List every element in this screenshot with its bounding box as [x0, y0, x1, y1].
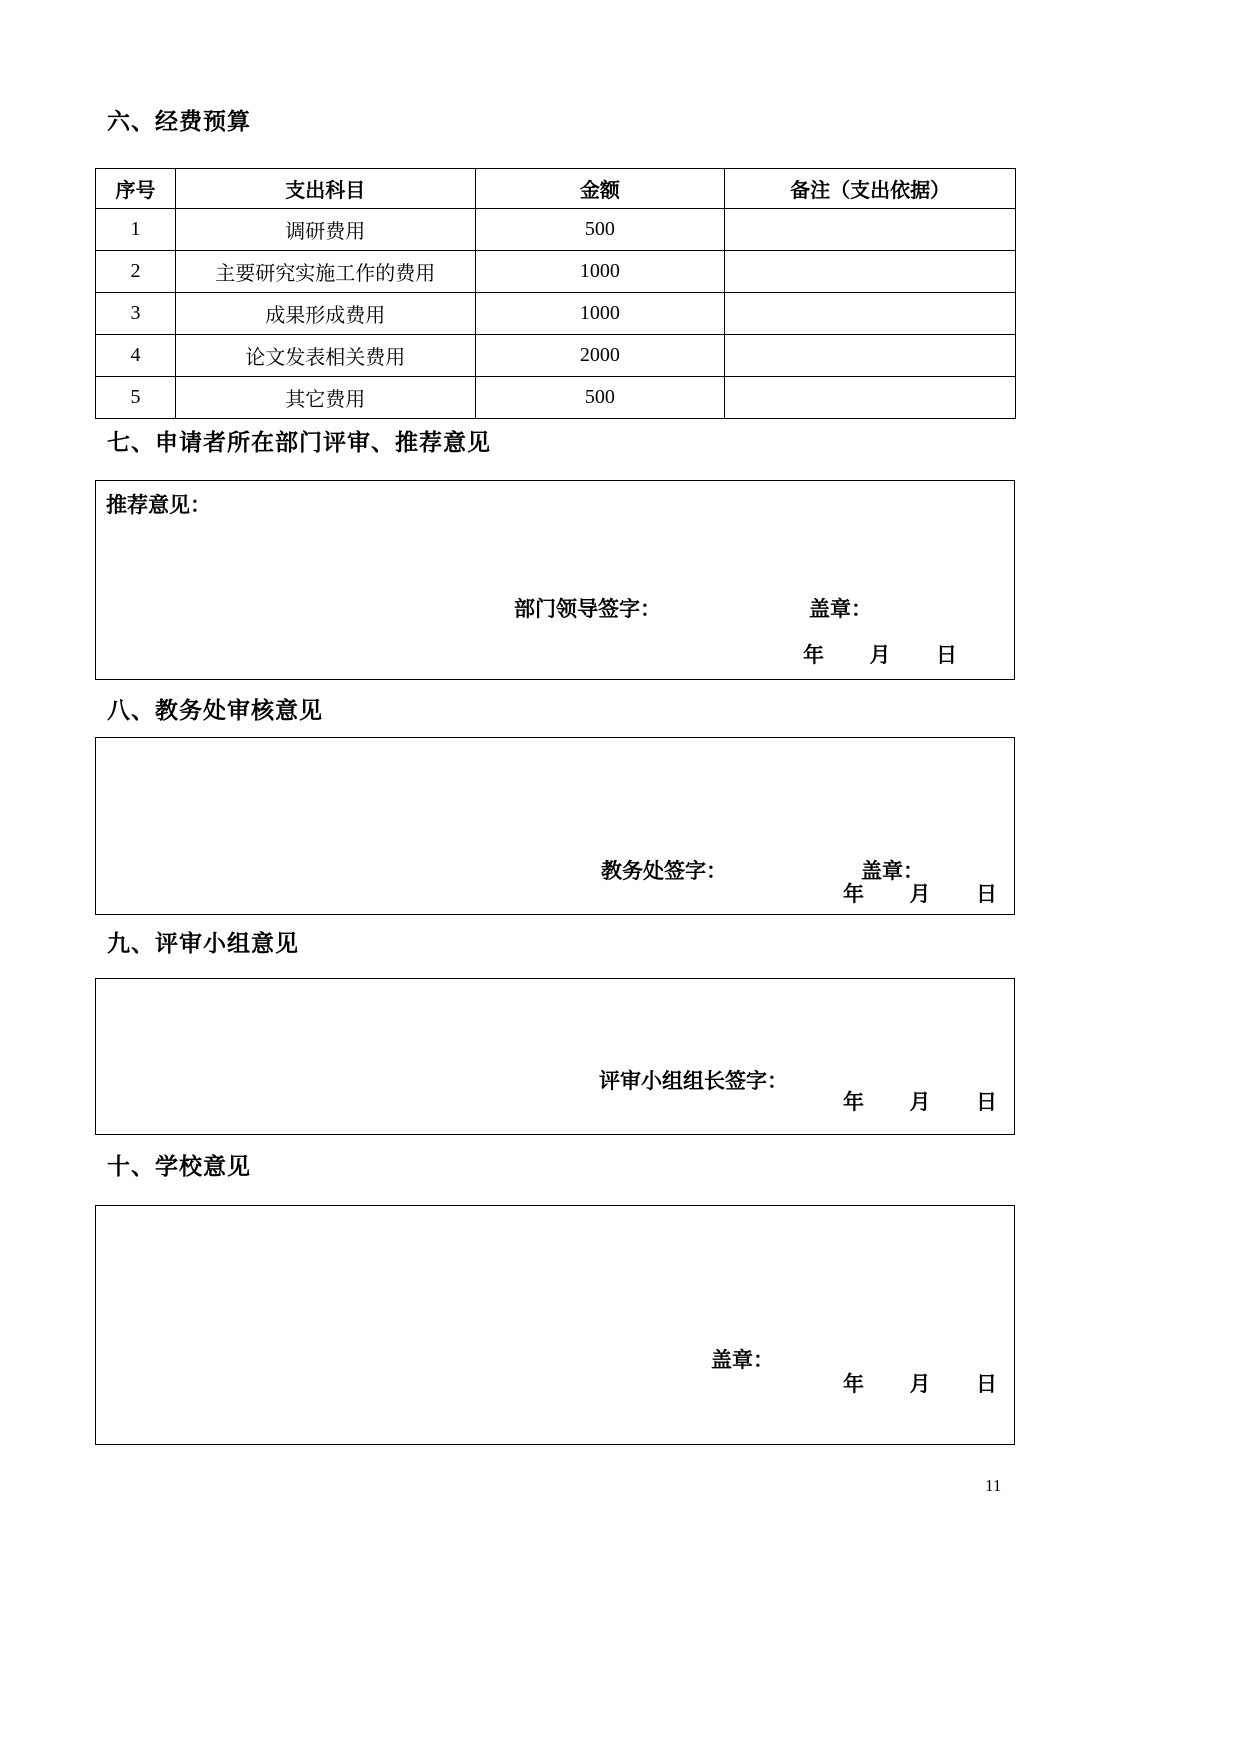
section-heading-dept-review: 七、申请者所在部门评审、推荐意见	[107, 430, 491, 455]
note-cell	[725, 251, 1016, 293]
expense-item-cell: 成果形成费用	[175, 293, 475, 335]
budget-table	[95, 168, 1016, 419]
seal-label: 盖章：	[861, 859, 924, 883]
table-row	[96, 251, 1016, 293]
school-opinion-box	[95, 1205, 1015, 1445]
header-amount: 金额	[475, 169, 725, 209]
header-note: 备注（支出依据）	[725, 169, 1016, 209]
date-line: 年 月 日	[843, 1090, 999, 1114]
expense-item-cell: 论文发表相关费用	[175, 335, 475, 377]
amount-cell: 500	[475, 209, 725, 251]
date-line: 年 月 日	[803, 643, 959, 667]
note-cell	[725, 335, 1016, 377]
dept-review-box	[95, 480, 1015, 680]
amount-cell: 1000	[475, 293, 725, 335]
section-heading-budget: 六、经费预算	[107, 109, 251, 134]
expense-item-cell: 其它费用	[175, 377, 475, 419]
section-heading-academic-office: 八、教务处审核意见	[107, 698, 323, 723]
date-line: 年 月 日	[843, 1372, 999, 1396]
table-row	[96, 377, 1016, 419]
table-row	[96, 335, 1016, 377]
header-item: 支出科目	[175, 169, 475, 209]
note-cell	[725, 377, 1016, 419]
table-header-row	[96, 169, 1016, 209]
section-heading-school: 十、学校意见	[107, 1154, 251, 1179]
expense-item-cell: 调研费用	[175, 209, 475, 251]
expense-item-cell: 主要研究实施工作的费用	[175, 251, 475, 293]
panel-leader-sign-label: 评审小组组长签字：	[599, 1069, 788, 1093]
academic-office-box	[95, 737, 1015, 915]
dept-leader-sign-label: 部门领导签字：	[514, 597, 661, 621]
recommendation-label: 推荐意见：	[106, 493, 211, 517]
note-cell	[725, 293, 1016, 335]
seal-label: 盖章：	[711, 1348, 774, 1372]
note-cell	[725, 209, 1016, 251]
amount-cell: 2000	[475, 335, 725, 377]
row-number-cell: 3	[96, 293, 176, 335]
academic-office-sign-label: 教务处签字：	[601, 859, 727, 883]
header-no: 序号	[96, 169, 176, 209]
row-number-cell: 1	[96, 209, 176, 251]
table-row	[96, 293, 1016, 335]
section-heading-review-panel: 九、评审小组意见	[107, 931, 299, 956]
row-number-cell: 2	[96, 251, 176, 293]
table-row	[96, 209, 1016, 251]
row-number-cell: 4	[96, 335, 176, 377]
seal-label: 盖章：	[809, 597, 872, 621]
page-number: 11	[985, 1476, 1002, 1495]
row-number-cell: 5	[96, 377, 176, 419]
review-panel-box	[95, 978, 1015, 1135]
date-line: 年 月 日	[843, 882, 999, 906]
amount-cell: 1000	[475, 251, 725, 293]
amount-cell: 500	[475, 377, 725, 419]
